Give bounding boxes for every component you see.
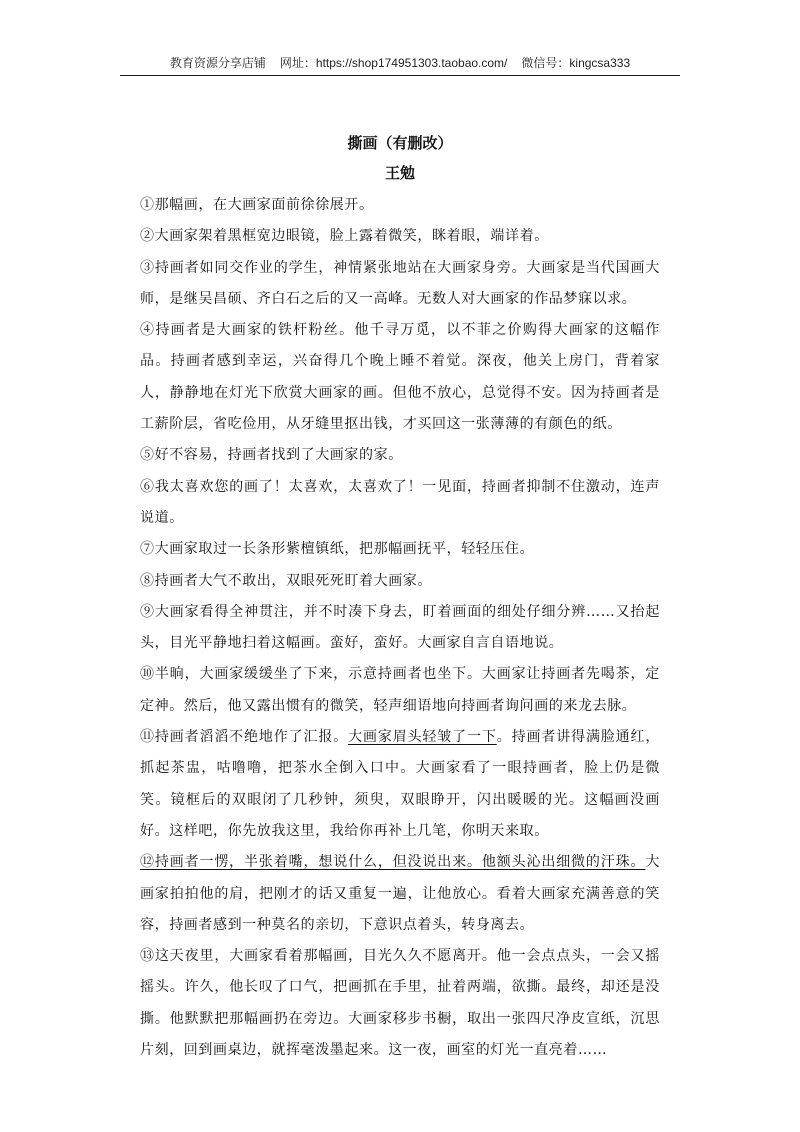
article-author: 王勉 [384, 164, 415, 182]
paragraph-3: ③持画者如同交作业的学生，神情紧张地站在大画家身旁。大画家是当代国画大师，是继吴昌硕、齐白石之后的又一高峰。无数人对大画家的作品梦寐以求。 [140, 259, 660, 307]
page-header [120, 52, 680, 76]
paragraph-9: ⑨大画家看得全神贯注，并不时凑下身去，盯着画面的细处仔细分辨……又抬起头，目光平静地扫着这幅画。蛮好，蛮好。大画家自言自语地说。 [140, 603, 660, 652]
paragraph-11: ⑪持画者滔滔不绝地作了汇报。大画家眉头轻皱了一下。持画者讲得满脸通红，抓起茶盅，咕噜噜，把茶水全倒入口中。大画家看了一眼持画者，脸上仍是微笑。镜框后的双眼闭了几秒钟，须臾，双眼睁开，闪出暖暖的光。这幅画没画好。这样吧，你先放我这里，我给你再补上几笔，你明天来取。 [140, 729, 661, 839]
article-title: 撕画（有删改） [347, 134, 453, 152]
paragraph-8: ⑧持画者大气不敢出，双眼死死盯着大画家。 [140, 572, 432, 589]
shop-url[interactable]: 网址：https://shop174951303.taobao.com/ [279, 56, 508, 70]
paragraph-10: ⑩半晌，大画家缓缓坐了下来，示意持画者也坐下。大画家让持画者先喝茶，定定神。然后，他又露出惯有的微笑，轻声细语地向持画者询问画的来龙去脉。 [140, 666, 660, 714]
paragraph-7: ⑦大画家取过一长条形紫檀镇纸，把那幅画抚平，轻轻压住。 [140, 541, 535, 558]
paragraph-13: ⑬这天夜里，大画家看着那幅画，目光久久不愿离开。他一会点点头，一会又摇摇头。许久，他长叹了口气，把画抓在手里，扯着两端，欲撕。最终，却还是没撕。他默默把那幅画扔在旁边。大画家移步书橱，取出一张四尺净皮宣纸，沉思片刻，回到画桌边，就挥毫泼墨起来。这一夜，画室的灯光一直亮着…… [140, 948, 660, 1059]
wechat-id: 微信号：kingcsa333 [521, 56, 631, 70]
paragraph-6: ⑥我太喜欢您的画了！太喜欢，太喜欢了！一见面，持画者抑制不住激动，连声说道。 [140, 478, 660, 526]
underlined-sentence-11: 大画家眉头轻皱了一下 [348, 729, 497, 746]
underlined-sentence-12: ⑫持画者一愣，半张着嘴，想说什么，但没说出来。他额头沁出细微的汗珠。 [140, 854, 646, 871]
shop-name: 教育资源分享店铺 [169, 56, 266, 70]
paragraph-5: ⑤好不容易，持画者找到了大画家的家。 [140, 447, 403, 464]
paragraph-1: ①那幅画，在大画家面前徐徐展开。 [140, 197, 374, 213]
paragraph-2: ②大画家架着黑框宽边眼镜，脸上露着微笑，眯着眼，端详着。 [140, 228, 549, 245]
paragraph-4: ④持画者是大画家的铁杆粉丝。他千寻万觅，以不菲之价购得大画家的这幅作品。持画者感到幸运，兴奋得几个晚上睡不着觉。深夜，他关上房门，背着家人，静静地在灯光下欣赏大画家的画。但他不放心，总觉得不安。因为持画者是工薪阶层，省吃俭用，从牙缝里抠出钱，才买回这一张薄薄的有颜色的纸。 [140, 322, 660, 433]
paragraph-12: ⑫持画者一愣，半张着嘴，想说什么，但没说出来。他额头沁出细微的汗珠。大画家拍拍他的肩，把刚才的话又重复一遍，让他放心。看着大画家充满善意的笑容，持画者感到一种莫名的亲切，下意识点着头，转身离去。 [140, 854, 660, 933]
article-body [140, 128, 660, 1066]
